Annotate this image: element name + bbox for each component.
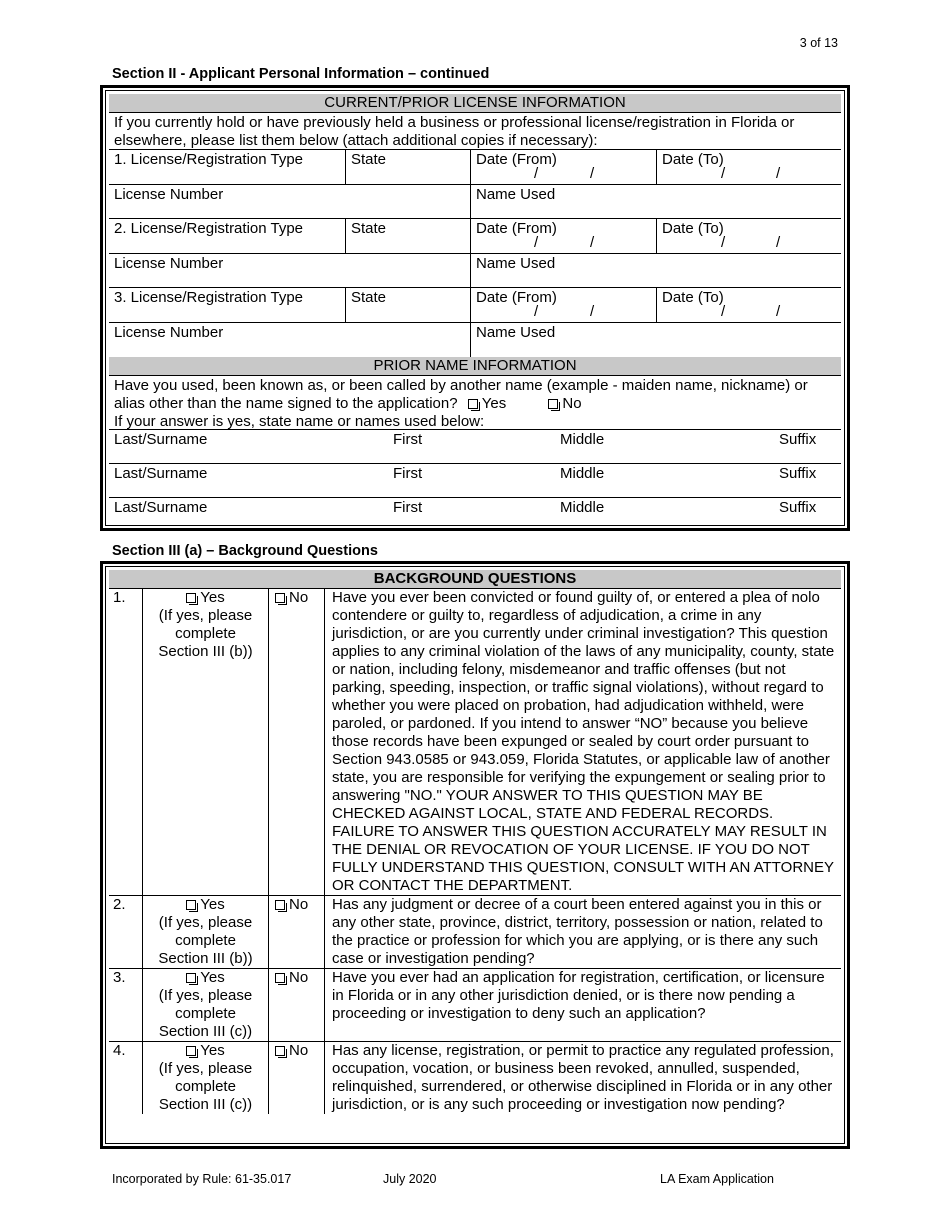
license-row (109, 150, 841, 185)
name-used-field[interactable]: Name Used (470, 185, 841, 218)
yes-label: Yes (200, 1042, 225, 1059)
license-type-field[interactable]: 1. License/Registration Type (114, 151, 304, 168)
yes-note: complete (175, 1005, 236, 1022)
no-option-cell (268, 896, 324, 968)
license-number-field[interactable]: License Number (114, 255, 224, 272)
prior-name-question-line-2: alias other than the name signed to the application? Yes No (114, 395, 582, 412)
background-question-row (109, 896, 841, 969)
section-3-title: Section III (a) – Background Questions (112, 543, 378, 559)
first-name-field[interactable]: First (393, 431, 423, 448)
license-row (109, 288, 841, 323)
prior-name-question-line-1: Have you used, been known as, or been called by another name (example - maiden name, nickname) or (114, 377, 808, 394)
license-type-field[interactable]: 3. License/Registration Type (114, 289, 304, 306)
license-number-row (109, 254, 841, 288)
yes-option-cell (142, 1042, 268, 1114)
no-label: No (289, 896, 309, 913)
yes-note-section: Section III (c)) (158, 1096, 253, 1113)
no-option-cell (268, 969, 324, 1041)
yes-note-section: Section III (b)) (158, 643, 253, 660)
yes-note: (If yes, please (158, 607, 253, 624)
yes-note: (If yes, please (158, 914, 253, 931)
license-date-to-field[interactable] (656, 288, 841, 322)
name-rows (109, 430, 841, 532)
background-questions-header: BACKGROUND QUESTIONS (109, 570, 841, 589)
license-date-from-field[interactable] (470, 150, 656, 184)
background-question-rows (109, 589, 841, 1114)
last-name-field[interactable]: Last/Surname (114, 465, 208, 482)
license-type-field[interactable]: 2. License/Registration Type (114, 220, 304, 237)
yes-note: (If yes, please (158, 987, 253, 1004)
date-separator: / (721, 234, 726, 251)
license-intro-text: If you currently hold or have previously held a business or professional license/registration in Florida or elsewhere, please list them below (attach additional copies if necessary): (114, 114, 795, 149)
no-checkbox[interactable] (275, 969, 324, 987)
prior-name-yes-checkbox[interactable]: Yes (468, 395, 506, 412)
date-separator: / (590, 165, 595, 182)
license-rows (109, 150, 841, 357)
question-number: 4. (113, 1042, 126, 1059)
date-separator: / (534, 234, 539, 251)
date-to-label: Date (To) (662, 220, 724, 237)
yes-option-cell (142, 589, 268, 895)
license-number-field[interactable]: License Number (114, 186, 224, 203)
yes-note-section: Section III (b)) (158, 950, 253, 967)
license-state-field[interactable]: State (345, 288, 470, 322)
checkbox-icon (275, 900, 285, 910)
prior-name-row (109, 498, 841, 532)
yes-note: complete (175, 625, 236, 642)
date-to-label: Date (To) (662, 289, 724, 306)
prior-name-row (109, 430, 841, 464)
checkbox-icon (186, 593, 196, 603)
name-used-field[interactable]: Name Used (470, 323, 841, 357)
page-number: 3 of 13 (799, 36, 838, 50)
yes-checkbox[interactable] (143, 969, 268, 987)
license-number-row (109, 185, 841, 219)
date-separator: / (534, 303, 539, 320)
checkbox-icon (186, 900, 196, 910)
yes-note: (If yes, please (158, 1060, 253, 1077)
license-date-from-field[interactable] (470, 288, 656, 322)
prior-name-followup: If your answer is yes, state name or names used below: (114, 413, 485, 430)
name-used-field[interactable]: Name Used (470, 254, 841, 287)
yes-note: complete (175, 1078, 236, 1095)
question-number: 2. (113, 896, 126, 913)
first-name-field[interactable]: First (393, 499, 423, 516)
license-and-name-table (100, 85, 850, 531)
checkbox-icon (548, 399, 558, 409)
date-to-label: Date (To) (662, 151, 724, 168)
suffix-field[interactable]: Suffix (779, 499, 817, 516)
date-from-label: Date (From) (476, 151, 557, 168)
checkbox-icon (275, 1046, 285, 1056)
date-separator: / (590, 303, 595, 320)
no-checkbox[interactable] (275, 589, 324, 607)
question-text: Has any license, registration, or permit to practice any regulated profession, occupation, vocation, or business been revoked, annulled, suspended, relinquished, surrendered, or otherwise disciplined in Florida or in any other jurisdiction, or is any such proceeding or investigation now pending? (324, 1042, 841, 1114)
date-separator: / (534, 165, 539, 182)
question-text: Have you ever had an application for registration, certification, or licensure in Florida or in any other jurisdiction denied, or is there now pending a proceeding or investigation to deny such an application? (324, 969, 841, 1041)
checkbox-icon (186, 973, 196, 983)
question-text: Have you ever been convicted or found guilty of, or entered a plea of nolo contendere or guilty to, regardless of adjudication, a crime in any jurisdiction, or are you currently under criminal investigation? This question applies to any criminal violation of the laws of any municipality, county, state or nation, including felony, misdemeanor and traffic offenses (but not parking, speeding, inspection, or traffic signal violations), without regard to whether you were placed on probation, had adjudication withheld, were paroled, or pardoned. If you intend to answer “NO” because you believe those records have been expunged or sealed by court order pursuant to Section 943.0585 or 943.059, Florida Statutes, or applicable law of another state, you are responsible for verifying the expungement or sealing prior to answering "NO." YOUR ANSWER TO THIS QUESTION MAY BE CHECKED AGAINST LOCAL, STATE AND FEDERAL RECORDS. FAILURE TO ANSWER THIS QUESTION ACCURATELY MAY RESULT IN THE DENIAL OR REVOCATION OF YOUR LICENSE. IF YOU DO NOT FULLY UNDERSTAND THIS QUESTION, CONSULT WITH AN ATTORNEY OR CONTACT THE DEPARTMENT. (324, 589, 841, 895)
footer-date: July 2020 (383, 1172, 437, 1186)
question-number: 1. (113, 589, 126, 606)
background-questions-table (100, 561, 850, 1149)
suffix-field[interactable]: Suffix (779, 465, 817, 482)
no-option-cell (268, 1042, 324, 1114)
date-separator: / (776, 165, 781, 182)
prior-name-header: PRIOR NAME INFORMATION (109, 357, 841, 376)
background-question-row (109, 1042, 841, 1114)
yes-note: complete (175, 932, 236, 949)
checkbox-icon (275, 593, 285, 603)
yes-label: Yes (200, 896, 225, 913)
date-separator: / (590, 234, 595, 251)
yes-checkbox[interactable] (143, 896, 268, 914)
middle-name-field[interactable]: Middle (560, 465, 605, 482)
date-separator: / (721, 303, 726, 320)
no-checkbox[interactable] (275, 896, 324, 914)
suffix-field[interactable]: Suffix (779, 431, 817, 448)
no-option-cell (268, 589, 324, 895)
yes-note-section: Section III (c)) (158, 1023, 253, 1040)
background-question-row (109, 589, 841, 896)
license-state-field[interactable]: State (345, 219, 470, 253)
license-state-field[interactable]: State (345, 150, 470, 184)
date-from-label: Date (From) (476, 220, 557, 237)
license-date-to-field[interactable] (656, 150, 841, 184)
checkbox-icon (468, 399, 478, 409)
footer-rule: Incorporated by Rule: 61-35.017 (112, 1172, 292, 1186)
checkbox-icon (275, 973, 285, 983)
middle-name-field[interactable]: Middle (560, 431, 605, 448)
question-text: Has any judgment or decree of a court been entered against you in this or any other state, province, district, territory, possession or nation, related to the practice or profession for which you are applying, or is there any such case or investigation pending? (324, 896, 841, 968)
section-2-title: Section II - Applicant Personal Information – continued (112, 66, 490, 82)
no-checkbox[interactable] (275, 1042, 324, 1060)
first-name-field[interactable]: First (393, 465, 423, 482)
yes-label: Yes (200, 969, 225, 986)
license-number-row (109, 323, 841, 357)
yes-checkbox[interactable] (143, 589, 268, 607)
last-name-field[interactable]: Last/Surname (114, 499, 208, 516)
no-label: No (289, 589, 309, 606)
date-from-label: Date (From) (476, 289, 557, 306)
yes-label: Yes (200, 589, 225, 606)
prior-name-no-checkbox[interactable]: No (548, 395, 581, 412)
date-separator: / (776, 234, 781, 251)
license-date-to-field[interactable] (656, 219, 841, 253)
no-label: No (289, 969, 309, 986)
no-label: No (289, 1042, 309, 1059)
last-name-field[interactable]: Last/Surname (114, 431, 208, 448)
background-question-row (109, 969, 841, 1042)
footer-form-name: LA Exam Application (660, 1172, 774, 1186)
yes-checkbox[interactable] (143, 1042, 268, 1060)
middle-name-field[interactable]: Middle (560, 499, 605, 516)
date-separator: / (721, 165, 726, 182)
yes-option-cell (142, 969, 268, 1041)
yes-option-cell (142, 896, 268, 968)
license-number-field[interactable]: License Number (114, 324, 224, 341)
question-number: 3. (113, 969, 126, 986)
license-row (109, 219, 841, 254)
prior-name-row (109, 464, 841, 498)
checkbox-icon (186, 1046, 196, 1056)
date-separator: / (776, 303, 781, 320)
license-date-from-field[interactable] (470, 219, 656, 253)
license-info-header: CURRENT/PRIOR LICENSE INFORMATION (109, 94, 841, 113)
